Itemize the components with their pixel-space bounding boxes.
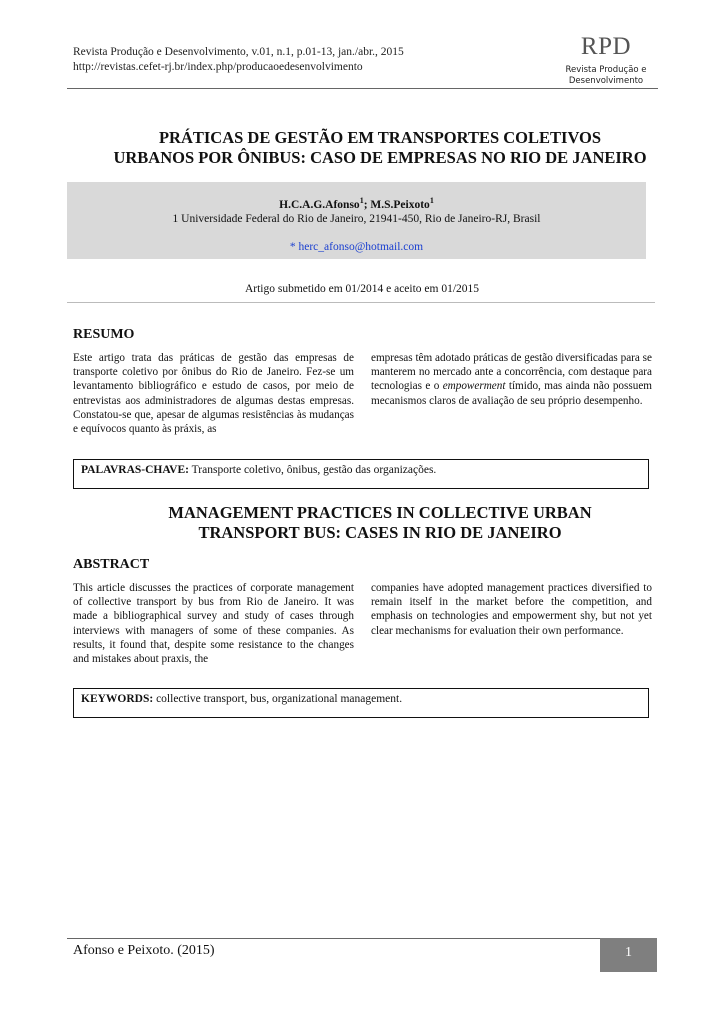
title-en-line2: TRANSPORT BUS: CASES IN RIO DE JANEIRO (198, 523, 562, 542)
abstract-column-2: companies have adopted management practices diversified to remain itself in the market before the competition, and emphasis on technologies and empowerment shy, but not yet clear mechanisms for evaluation their own performance. (371, 582, 652, 637)
keywords-label: KEYWORDS: (81, 693, 154, 705)
article-title-en (60, 503, 700, 543)
palavras-chave-text: Transporte coletivo, ônibus, gestão das organizações. (189, 464, 437, 476)
palavras-chave-box (73, 459, 649, 489)
abstract-column-1: This article discusses the practices of corporate management of collective transport by bus from Rio de Janeiro. It was made a bibliographical survey and study of cases through interviews with managers of some of these companies. As results, it found that, despite some resistance to the changes and mistakes about praxis, the (73, 582, 354, 666)
author-1: H.C.A.G.Afonso (279, 198, 360, 211)
keywords-text: collective transport, bus, organizational management. (153, 693, 403, 705)
header-divider (67, 88, 658, 89)
author-1-sup: 1 (359, 196, 364, 205)
author-separator: ; (363, 198, 371, 211)
resumo-col2-emphasis: empowerment (442, 380, 506, 393)
resumo-heading: RESUMO (73, 327, 135, 342)
title-pt-line2: URBANOS POR ÔNIBUS: CASO DE EMPRESAS NO RIO DE JANEIRO (113, 148, 647, 167)
logo-subtitle-line1: Revista Produção e (565, 65, 647, 75)
author-2-sup: 1 (429, 196, 434, 205)
submission-dates: Artigo submetido em 01/2014 e aceito em 01/2015 (244, 283, 480, 295)
author-2: M.S.Peixoto (370, 198, 430, 211)
journal-url[interactable]: http://revistas.cefet-rj.br/index.php/producaoedesenvolvimento (73, 61, 363, 73)
abstract-heading: ABSTRACT (73, 557, 150, 572)
page-number: 1 (600, 938, 657, 972)
authors-box (67, 182, 646, 259)
journal-line: Revista Produção e Desenvolvimento, v.01, n.1, p.01-13, jan./abr., 2015 (73, 46, 404, 58)
author-email-link[interactable]: * herc_afonso@hotmail.com (289, 240, 424, 253)
logo-subtitle-line2: Desenvolvimento (568, 76, 644, 86)
journal-reference (73, 45, 404, 75)
title-en-line1: MANAGEMENT PRACTICES IN COLLECTIVE URBAN (168, 503, 592, 522)
resumo-column-1: Este artigo trata das práticas de gestão das empresas de transporte coletivo por ônibus do Rio de Janeiro. Fez-se um levantamento bibliográfico e estudo de casos, por meio de entrevistas aos administradores de algumas destas empresas. Constatou-se que, apesar de algumas resistências às mudanças e equívocos quanto às práxis, as (73, 352, 354, 436)
title-pt-line1: PRÁTICAS DE GESTÃO EM TRANSPORTES COLETIVOS (158, 128, 602, 147)
journal-logo (556, 33, 656, 87)
logo-text: RPD (580, 33, 632, 60)
affiliation: 1 Universidade Federal do Rio de Janeiro, 21941-450, Rio de Janeiro-RJ, Brasil (172, 212, 541, 225)
resumo-col2-text-b: tímido, mas ainda não possuem mecanismos claros de avaliação de seu próprio desempenho. (371, 380, 652, 407)
article-title-pt (60, 128, 700, 168)
footer-citation: Afonso e Peixoto. (2015) (73, 943, 215, 958)
submission-divider (67, 302, 655, 303)
resumo-col2-text-a: empresas têm adotado práticas de gestão diversificadas para se manterem no mercado ante a concorrência, com destaque para tecnologias e o (371, 352, 652, 393)
resumo-column-2 (371, 351, 652, 408)
authors-line (67, 194, 646, 212)
palavras-chave-label: PALAVRAS-CHAVE: (81, 464, 189, 476)
logo-subtitle (556, 65, 656, 87)
footer-divider (67, 938, 600, 939)
keywords-box (73, 688, 649, 718)
